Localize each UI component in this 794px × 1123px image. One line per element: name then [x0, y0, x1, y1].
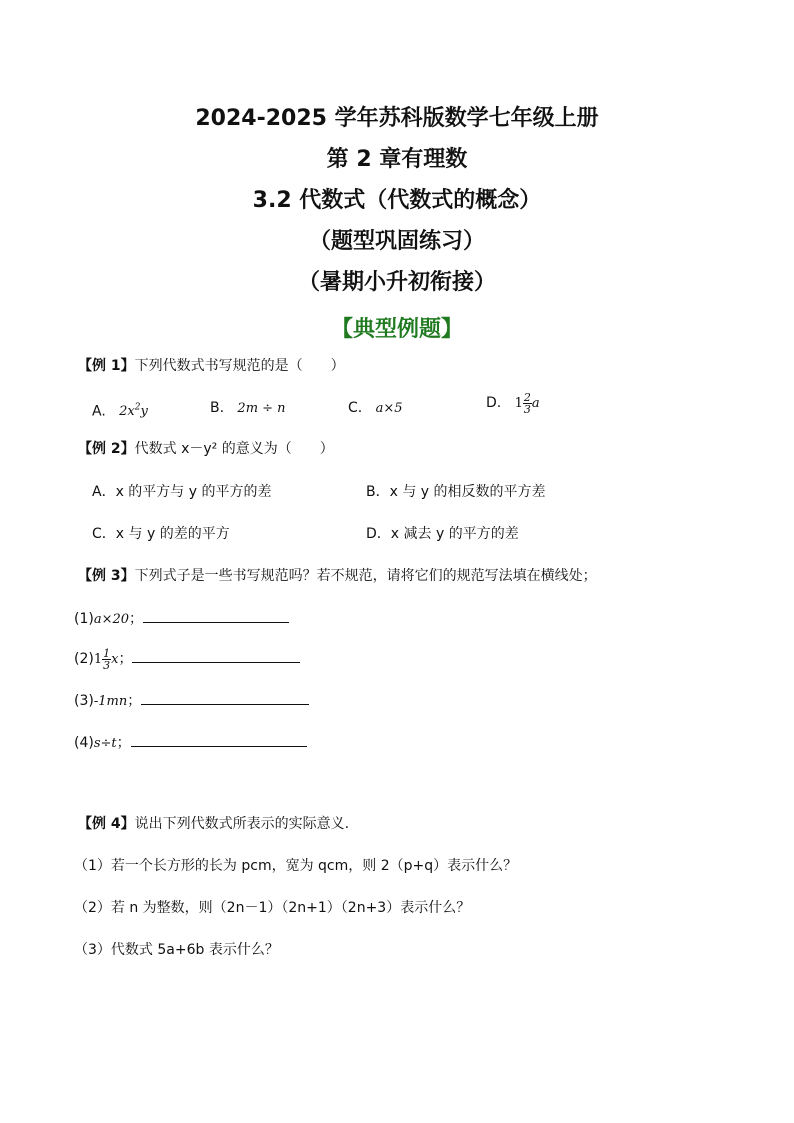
example-1-option-d	[486, 392, 540, 415]
example-3-item-2: (2)1 $\frac{1}{3}$ x；	[74, 648, 300, 671]
example-3-tag: 【例 3】	[78, 568, 135, 584]
option-b-math: 2m ÷ n	[237, 401, 286, 416]
option-a-math: $2x^2y$	[119, 403, 148, 420]
item-1-math: a×20	[93, 612, 130, 627]
item-2-math: 1 $\frac{1}{3}$ x	[93, 647, 119, 672]
example-2-text: 代数式 x－y² 的意义为（ ）	[134, 441, 334, 457]
example-2-question	[78, 439, 334, 459]
example-1-tag: 【例 1】	[78, 358, 135, 374]
example-2-option-d: D．x 减去 y 的平方的差	[366, 526, 519, 542]
example-2-option-c: C．x 与 y 的差的平方	[92, 526, 230, 542]
example-3-item-1: (1)a×20；	[74, 608, 289, 630]
example-1-option-c	[348, 398, 403, 419]
answer-blank-4[interactable]	[131, 732, 307, 747]
option-label: D.	[486, 395, 502, 411]
example-4-tag: 【例 4】	[78, 816, 135, 832]
option-c-math: a×5	[375, 401, 403, 416]
title-block	[0, 98, 794, 303]
example-2-option-b: B．x 与 y 的相反数的平方差	[366, 484, 546, 500]
example-2-option-a: A．x 的平方与 y 的平方的差	[92, 484, 272, 500]
answer-blank-1[interactable]	[143, 608, 289, 623]
example-3-item-3: (3)-1mn；	[74, 690, 309, 712]
lesson-title: 3.2 代数式（代数式的概念）	[252, 188, 542, 213]
example-3-question	[78, 566, 597, 586]
example-4-question	[78, 814, 349, 834]
example-1-option-a	[92, 398, 148, 422]
example-2-tag: 【例 2】	[78, 441, 135, 457]
doc-title: 2024-2025 学年苏科版数学七年级上册	[195, 106, 599, 131]
example-4-text: 说出下列代数式所表示的实际意义.	[134, 816, 350, 832]
answer-blank-3[interactable]	[141, 690, 309, 705]
example-3-text: 下列式子是一些书写规范吗？若不规范，请将它们的规范写法填在横线处；	[134, 568, 597, 584]
example-1-option-b	[210, 398, 286, 419]
section-heading: 【典型例题】	[330, 317, 463, 342]
answer-blank-2[interactable]	[132, 648, 300, 663]
subtitle-summer: （暑期小升初衔接）	[297, 270, 496, 295]
example-3-item-4: (4)s÷t；	[74, 732, 307, 754]
subtitle-practice: （题型巩固练习）	[308, 229, 485, 254]
item-4-math: s÷t	[93, 736, 117, 751]
example-1-text: 下列代数式书写规范的是（ ）	[134, 358, 345, 374]
example-4-item-1: （1）若一个长方形的长为 pcm，宽为 qcm，则 2（p+q）表示什么？	[74, 858, 518, 874]
example-4-item-2: （2）若 n 为整数，则（2n－1）（2n+1）（2n+3）表示什么？	[74, 900, 471, 916]
option-label: B.	[210, 400, 225, 416]
option-label: C.	[348, 400, 363, 416]
option-label: A.	[92, 403, 106, 420]
option-d-math: 1 $\frac{2}{3}$ a	[514, 391, 540, 416]
example-1-question	[78, 356, 345, 376]
example-4-item-3: （3）代数式 5a+6b 表示什么？	[74, 942, 279, 958]
chapter-title: 第 2 章有理数	[326, 147, 468, 172]
item-3-math: -1mn	[93, 694, 128, 709]
